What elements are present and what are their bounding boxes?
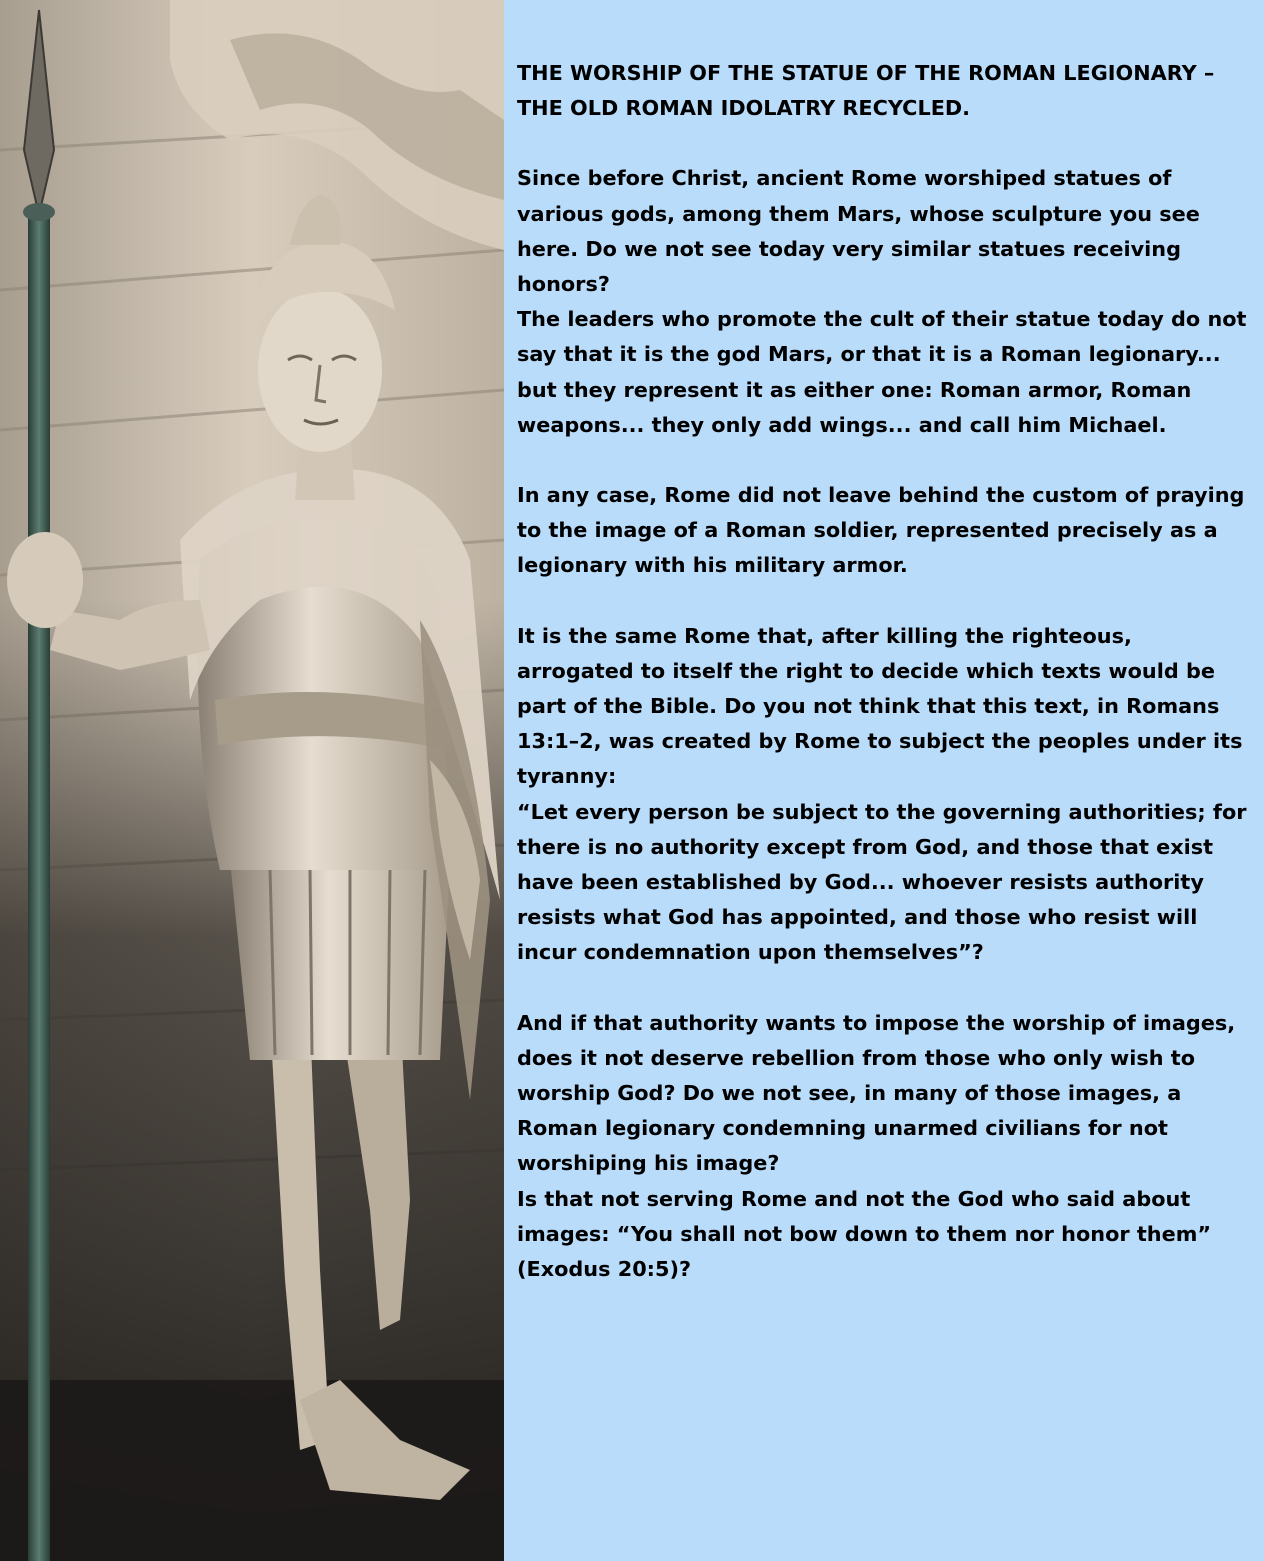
article-title-line-1: THE WORSHIP OF THE STATUE OF THE ROMAN LEGIONARY – <box>517 61 1215 85</box>
paragraph-1: Since before Christ, ancient Rome worshiped statues of various gods, among them Mars, whose sculpture you see here. Do we not see today very similar statues receiving honors? The leaders who promote the cult of their statue today do not say that it is the god Mars, or that it is a Roman legionary... but they represent it as either one: Roman armor, Roman weapons... they only add wings... and call him Michael. <box>517 166 1247 437</box>
text-panel <box>504 0 1264 1561</box>
article-text <box>517 56 1252 1287</box>
legionary-statue-photo <box>0 0 504 1561</box>
statue-illustration <box>0 0 504 1561</box>
paragraph-3: It is the same Rome that, after killing the righteous, arrogated to itself the right to decide which texts would be part of the Bible. Do you not think that this text, in Romans 13:1–2, was created by Rome to subject the peoples under its tyranny: “Let every person be subject to the governing authorities; for there is no authority except from God, and those that exist have been established by God... whoever resists authority resists what God has appointed, and those who resist will incur condemnation upon themselves”? <box>517 623 1247 965</box>
spear-shaft <box>28 210 50 1561</box>
article-title-line-2: THE OLD ROMAN IDOLATRY RECYCLED. <box>517 96 971 121</box>
paragraph-2: In any case, Rome did not leave behind the custom of praying to the image of a Roman soldier, represented precisely as a legionary with his military armor. <box>517 483 1245 578</box>
paragraph-4: And if that authority wants to impose the worship of images, does it not deserve rebellion from those who only wish to worship God? Do we not see, in many of those images, a Roman legionary condemning unarmed civilians for not worshiping his image? Is that not serving Rome and not the God who said about images: “You shall not bow down to them nor honor them” (Exodus 20:5)? <box>517 1010 1236 1282</box>
statue-hand <box>7 532 83 628</box>
